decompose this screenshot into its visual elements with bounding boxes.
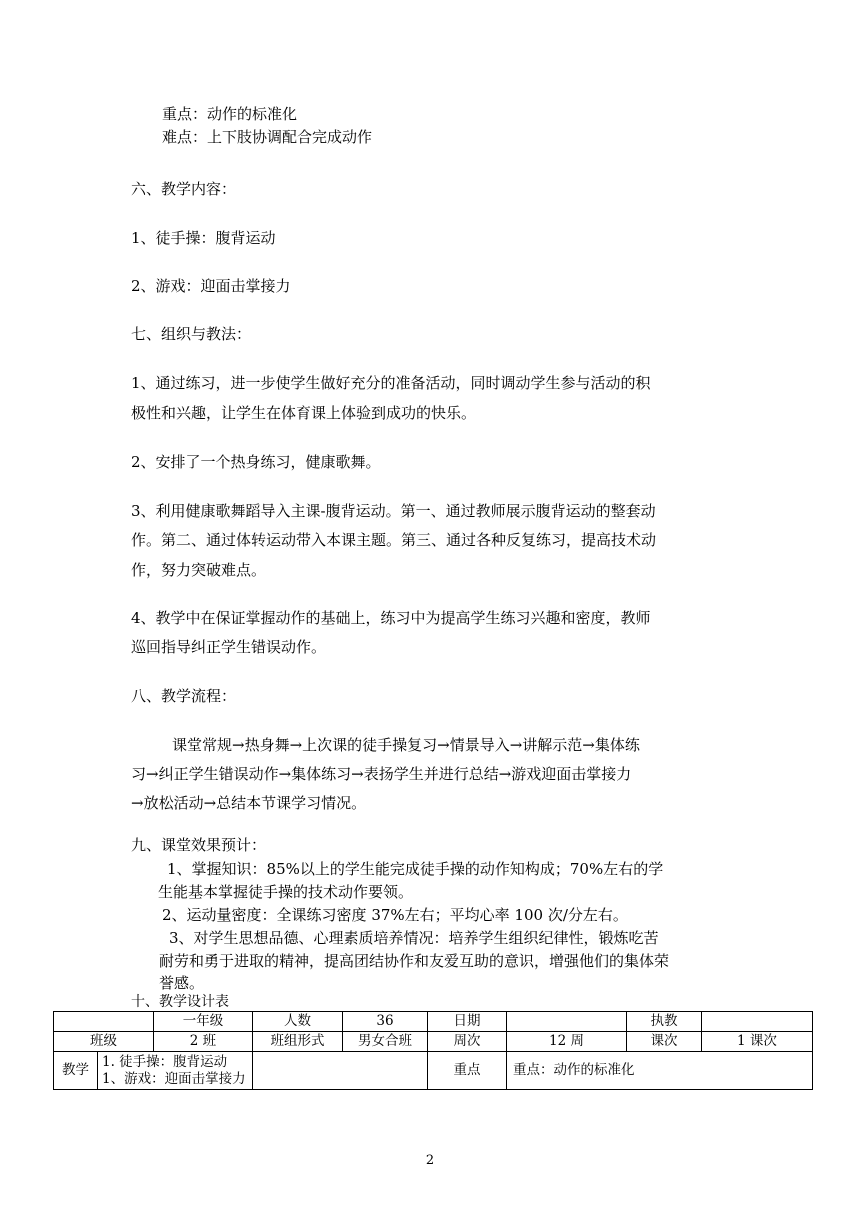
teaching-label: 教学 — [54, 1052, 98, 1089]
section7-p1-line1: 1、通过练习，进一步使学生做好充分的准备活动，同时调动学生参与活动的积 — [131, 374, 651, 392]
section9-item3-line2: 耐劳和勇于进取的精神，提高团结协作和友爱互助的意识，增强他们的集体荣 — [159, 952, 670, 970]
section8-line3: →放松活动→总结本节课学习情况。 — [131, 794, 367, 812]
section7-p1-line2: 极性和兴趣，让学生在体育课上体验到成功的快乐。 — [131, 404, 477, 422]
section7-p3-line2: 作。第二、通过体转运动带入本课主题。第三、通过各种反复练习，提高技术动 — [131, 531, 657, 549]
section7-heading: 七、组织与教法： — [131, 325, 252, 343]
section8-line1: 课堂常规→热身舞→上次课的徒手操复习→情景导入→讲解示范→集体练 — [172, 736, 640, 754]
section6-heading: 六、教学内容： — [131, 180, 237, 198]
section6-item2: 2、游戏：迎面击掌接力 — [131, 277, 291, 295]
table-cell — [54, 1012, 154, 1032]
section8-line2: 习→纠正学生错误动作→集体练习→表扬学生并进行总结→游戏迎面击掌接力 — [131, 765, 632, 783]
table-cell: 周次 — [428, 1032, 507, 1052]
table-cell: 执教 — [627, 1012, 702, 1032]
table-row — [54, 1052, 813, 1090]
table-cell — [507, 1012, 627, 1032]
section9-item3-line3: 誉感。 — [159, 974, 205, 992]
table-cell: 班级 — [54, 1032, 154, 1052]
focus-line: 重点：动作的标准化 — [162, 105, 298, 123]
section8-heading: 八、教学流程： — [131, 687, 237, 705]
table-cell-empty — [253, 1052, 428, 1090]
table-cell: 12 周 — [507, 1032, 627, 1052]
table-cell: 班组形式 — [253, 1032, 343, 1052]
section9-heading: 九、课堂效果预计： — [131, 836, 267, 854]
page-number: 2 — [425, 1153, 435, 1168]
table-cell: 一年级 — [154, 1012, 253, 1032]
difficulty-line: 难点：上下肢协调配合完成动作 — [162, 128, 373, 146]
section9-item1-line2: 生能基本掌握徒手操的技术动作要领。 — [158, 883, 414, 901]
table-row — [54, 1032, 813, 1052]
section7-p2: 2、安排了一个热身练习，健康歌舞。 — [131, 453, 381, 471]
section7-p4-line2: 巡回指导纠正学生错误动作。 — [131, 638, 327, 656]
table-cell: 课次 — [627, 1032, 702, 1052]
table-cell — [702, 1012, 813, 1032]
teaching-content-line2: 1、游戏：迎面击掌接力 — [102, 1070, 246, 1087]
table-row — [54, 1012, 813, 1032]
section7-p4-line1: 4、教学中在保证掌握动作的基础上，练习中为提高学生练习兴趣和密度，教师 — [131, 609, 651, 627]
table-cell: 男女合班 — [343, 1032, 428, 1052]
section7-p3-line3: 作，努力突破难点。 — [131, 561, 267, 579]
key-label-cell: 重点 — [428, 1052, 507, 1090]
teaching-content-cell — [54, 1052, 253, 1090]
table-cell: 人数 — [253, 1012, 343, 1032]
table-cell: 2 班 — [154, 1032, 253, 1052]
table-cell: 日期 — [428, 1012, 507, 1032]
teaching-design-table — [53, 1011, 813, 1090]
table-cell: 1 课次 — [702, 1032, 813, 1052]
table-cell: 36 — [343, 1012, 428, 1032]
teaching-content-line1: 1. 徒手操：腹背运动 — [102, 1053, 228, 1070]
section6-item1: 1、徒手操：腹背运动 — [131, 229, 276, 247]
section9-item3-line1: 3、对学生思想品德、心理素质培养情况：培养学生组织纪律性，锻炼吃苦 — [169, 929, 659, 947]
key-value-cell: 重点：动作的标准化 — [507, 1052, 813, 1090]
section7-p3-line1: 3、利用健康歌舞蹈导入主课-腹背运动。第一、通过教师展示腹背运动的整套动 — [131, 502, 656, 520]
section10-heading: 十、教学设计表 — [131, 994, 229, 1010]
section9-item2: 2、运动量密度：全课练习密度 37%左右；平均心率 100 次/分左右。 — [162, 906, 628, 924]
section9-item1-line1: 1、掌握知识：85%以上的学生能完成徒手操的动作知构成；70%左右的学 — [167, 860, 664, 878]
